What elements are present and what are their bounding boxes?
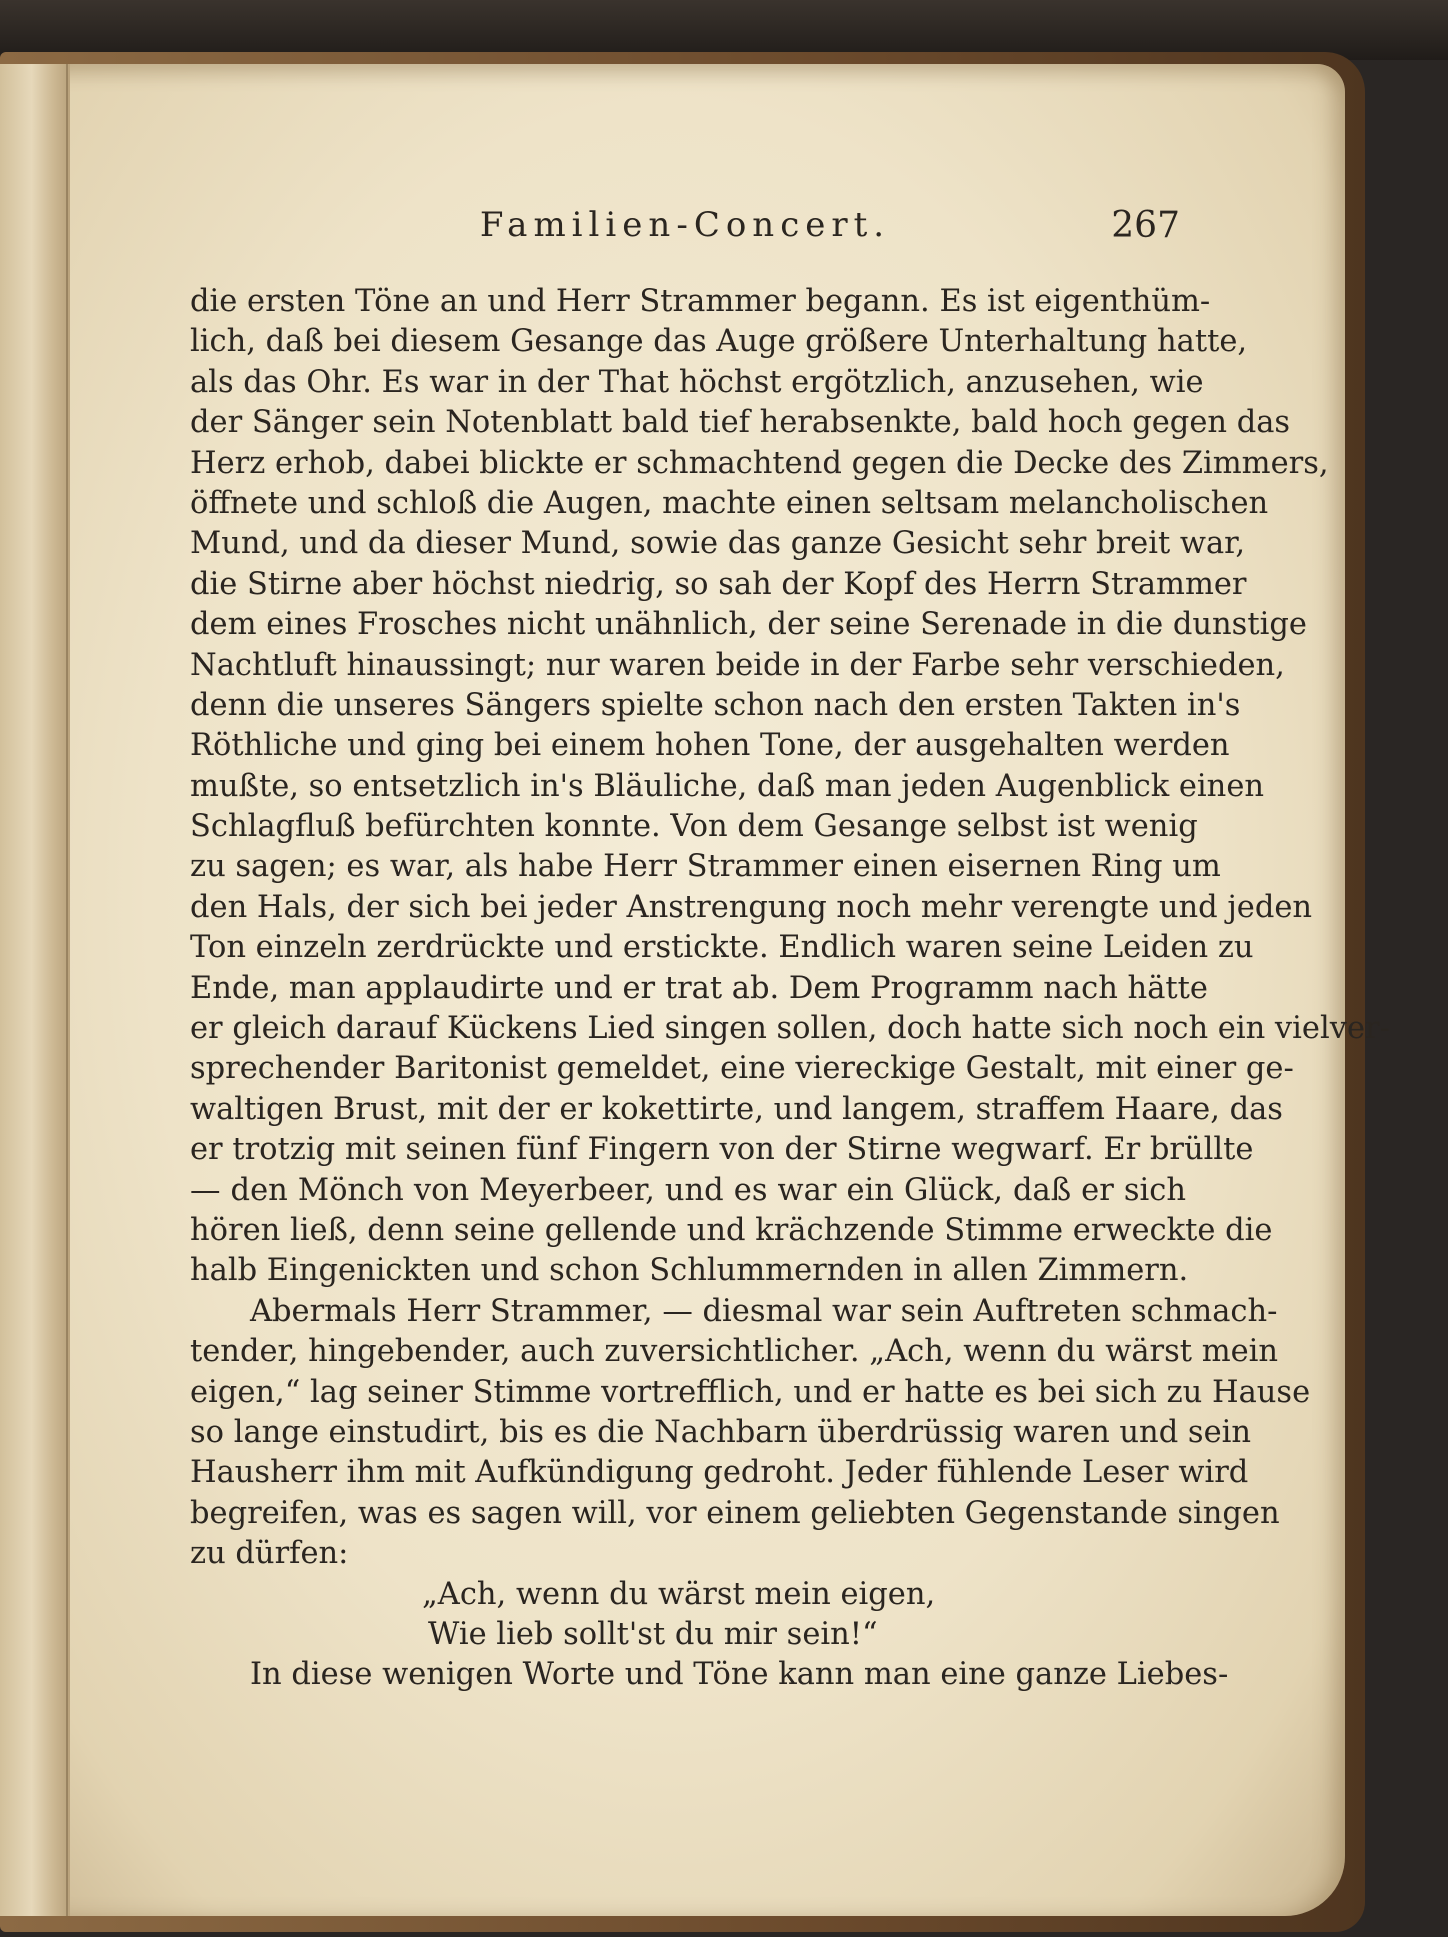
text-line: Röthliche und ging bei einem hohen Tone, der ausgehalten werden	[190, 728, 1230, 764]
text-line: hören ließ, denn seine gellende und krächzende Stimme erweckte die	[190, 1212, 1273, 1248]
background-top	[0, 0, 1448, 60]
text-line: öffnete und schloß die Augen, machte einen seltsam melancholischen	[190, 485, 1269, 521]
text-line: lich, daß bei diesem Gesange das Auge größere Unterhaltung hatte,	[190, 324, 1248, 360]
text-line: Abermals Herr Strammer, — diesmal war sein Auftreten schmach-	[250, 1293, 1278, 1329]
text-line: Hausherr ihm mit Aufkündigung gedroht. Jeder fühlende Leser wird	[190, 1455, 1249, 1491]
text-line: denn die unseres Sängers spielte schon nach den ersten Takten in's	[190, 687, 1241, 723]
text-line: so lange einstudirt, bis es die Nachbarn überdrüssig waren und sein	[190, 1414, 1252, 1450]
text-line: er gleich darauf Kückens Lied singen sollen, doch hatte sich noch ein vielver-	[190, 1011, 1390, 1047]
text-line: eigen,“ lag seiner Stimme vortrefflich, und er hatte es bei sich zu Hause	[190, 1374, 1311, 1410]
text-line: die ersten Töne an und Herr Strammer begann. Es ist eigenthüm-	[190, 284, 1211, 319]
text-line: zu sagen; es war, als habe Herr Strammer einen eisernen Ring um	[190, 849, 1221, 885]
text-line: begreifen, was es sagen will, vor einem geliebten Gegenstande singen	[190, 1495, 1280, 1531]
text-line: waltigen Brust, mit der er kokettirte, und langem, straffem Haare, das	[190, 1091, 1283, 1127]
text-line: der Sänger sein Notenblatt bald tief herabsenkte, bald hoch gegen das	[190, 405, 1291, 441]
page-gutter	[0, 64, 70, 1916]
text-line: er trotzig mit seinen fünf Fingern von der Stirne wegwarf. Er brüllte	[190, 1132, 1254, 1168]
text-line: als das Ohr. Es war in der That höchst ergötzlich, anzusehen, wie	[190, 364, 1204, 400]
text-line: — den Mönch von Meyerbeer, und es war ein Glück, daß er sich	[190, 1172, 1186, 1208]
text-line: tender, hingebender, auch zuversichtlicher. „Ach, wenn du wärst mein	[190, 1334, 1279, 1370]
text-line: die Stirne aber höchst niedrig, so sah der Kopf des Herrn Strammer	[190, 566, 1247, 602]
gutter-fold	[66, 64, 68, 1916]
body-text	[190, 282, 1390, 1696]
text-line: Mund, und da dieser Mund, sowie das ganze Gesicht sehr breit war,	[190, 526, 1246, 562]
text-line: Schlagfluß befürchten konnte. Von dem Gesange selbst ist wenig	[190, 809, 1198, 845]
verse-line: „Ach, wenn du wärst mein eigen,	[422, 1576, 936, 1612]
text-line: In diese wenigen Worte und Töne kann man eine ganze Liebes-	[250, 1657, 1229, 1693]
page-number: 267	[1111, 205, 1180, 246]
text-line: Ende, man applaudirte und er trat ab. Dem Programm nach hätte	[190, 970, 1208, 1006]
page-header	[190, 205, 1180, 255]
text-line: sprechender Baritonist gemeldet, eine viereckige Gestalt, mit einer ge-	[190, 1051, 1294, 1087]
text-line: den Hals, der sich bei jeder Anstrengung noch mehr verengte und jeden	[190, 889, 1313, 925]
text-line: Ton einzeln zerdrückte und erstickte. Endlich waren seine Leiden zu	[190, 930, 1254, 966]
text-line: dem eines Frosches nicht unähnlich, der seine Serenade in die dunstige	[190, 607, 1307, 643]
text-line: mußte, so entsetzlich in's Bläuliche, daß man jeden Augenblick einen	[190, 768, 1265, 804]
text-line: halb Eingenickten und schon Schlummernden in allen Zimmern.	[190, 1253, 1189, 1289]
text-line: Nachtluft hinaussingt; nur waren beide in der Farbe sehr verschieden,	[190, 647, 1285, 683]
running-title: Familien-Concert.	[479, 205, 891, 245]
text-line: zu dürfen:	[190, 1536, 349, 1572]
verse-line: Wie lieb sollt'st du mir sein!“	[428, 1616, 878, 1652]
text-line: Herz erhob, dabei blickte er schmachtend gegen die Decke des Zimmers,	[190, 445, 1329, 481]
